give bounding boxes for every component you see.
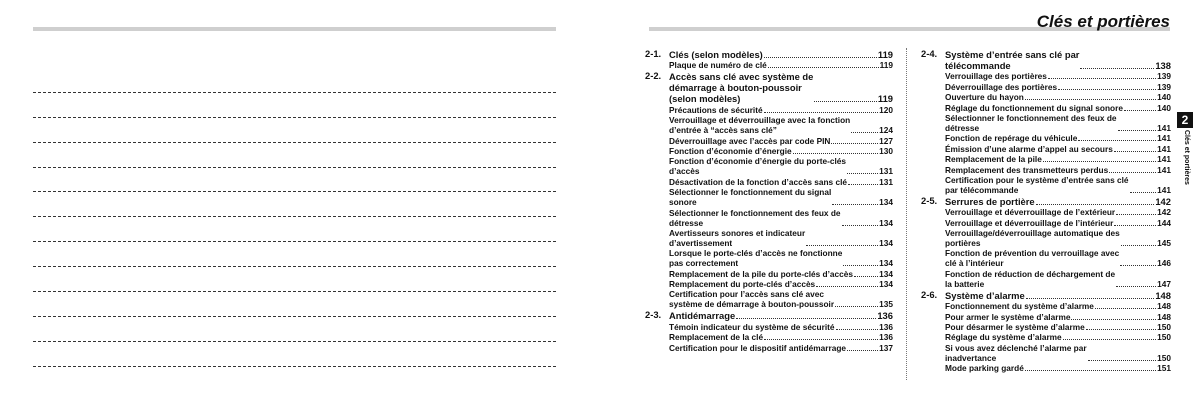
toc-leader-dots: [764, 57, 877, 58]
toc-entry-label: Certification pour l’accès sans clé avec système de démarrage à bouton-poussoir: [669, 289, 835, 310]
toc-entry: [921, 269, 1171, 289]
toc-entry-label: Antidémarrage: [669, 310, 736, 322]
toc-page-number: 139: [1157, 81, 1171, 92]
toc-page-number: 148: [1157, 311, 1171, 322]
toc-entry: [645, 208, 893, 228]
toc-page-number: 141: [1157, 154, 1171, 165]
toc-page-number: 134: [879, 217, 893, 228]
toc-entry: [921, 113, 1171, 133]
toc-section-number: 2-2.: [645, 70, 662, 82]
toc-entry: [921, 301, 1171, 311]
toc-entry-label: Plaque de numéro de clé: [669, 60, 767, 71]
toc-entry: [645, 269, 893, 279]
toc-page-number: 119: [877, 49, 893, 60]
toc-section: [645, 49, 893, 60]
toc-page-number: 141: [1157, 143, 1171, 154]
toc-section: [921, 290, 1171, 301]
toc-entry: [645, 248, 893, 268]
toc-entry: [645, 279, 893, 289]
toc-entry: [921, 133, 1171, 143]
toc-entry: [921, 363, 1171, 373]
note-line: [33, 192, 556, 217]
note-line: [33, 317, 556, 342]
toc-entry: [921, 144, 1171, 154]
toc-page-number: 130: [879, 145, 893, 156]
toc-section-number: 2-5.: [921, 194, 938, 206]
toc-entry: [645, 156, 893, 176]
note-line: [33, 93, 556, 118]
toc-entry: [921, 218, 1171, 228]
toc-leader-dots: [1121, 245, 1156, 246]
toc-leader-dots: [1088, 360, 1157, 361]
toc-entry-label: Verrouillage et déverrouillage de l’extérieur: [945, 207, 1116, 218]
toc-entry: [921, 228, 1171, 248]
toc-page-number: 141: [1157, 133, 1171, 144]
toc-entry-label: Verrouillage/déverrouillage automatique des portières: [945, 228, 1120, 249]
toc-leader-dots: [816, 286, 878, 287]
toc-entry: [921, 332, 1171, 342]
toc-entry-label: Serrures de portière: [945, 195, 1035, 207]
toc-leader-dots: [1114, 151, 1156, 152]
toc-entry-label: Fonction d’économie d’énergie: [669, 145, 792, 156]
toc-entry-label: Précautions de sécurité: [669, 104, 763, 115]
toc-entry: [921, 103, 1171, 113]
toc-page-number: 134: [879, 268, 893, 279]
toc-entry-label: Verrouillage et déverrouillage avec la fonction d’entrée à “accès sans clé”: [669, 115, 851, 136]
toc-entry-label: Fonction de repérage du véhicule: [945, 133, 1078, 144]
toc-entry: [921, 154, 1171, 164]
toc-section: [645, 310, 893, 321]
toc-entry: [921, 175, 1171, 195]
toc-entry-label: Lorsque le porte-clés d’accès ne fonctionne pas correctement: [669, 248, 843, 269]
toc-entry: [645, 228, 893, 248]
toc-entry-label: Fonctionnement du système d’alarme: [945, 301, 1094, 312]
toc-leader-dots: [835, 306, 878, 307]
toc-leader-dots: [768, 67, 879, 68]
toc-page-number: 136: [879, 332, 893, 343]
toc-page-number: 134: [879, 197, 893, 208]
toc-leader-dots: [764, 339, 878, 340]
toc-leader-dots: [842, 225, 879, 226]
toc-section-number: 2-4.: [921, 48, 938, 59]
toc-entry: [645, 115, 893, 135]
toc-entry: [645, 60, 893, 70]
toc-entry-label: Si vous avez déclenché l’alarme par inadvertance: [945, 342, 1087, 363]
toc-entry: [645, 289, 893, 309]
toc-entry-label: Avertisseurs sonores et indicateur d’avertissement: [669, 227, 806, 248]
chapter-tab-label: Clés et portières: [1183, 130, 1190, 185]
notes-area: [33, 68, 556, 367]
toc-entry-label: Accès sans clé avec système de démarrage à bouton-poussoir (selon modèles): [669, 71, 814, 105]
toc-entry-label: Verrouillage et déverrouillage de l’intérieur: [945, 217, 1114, 228]
toc-entry: [921, 343, 1171, 363]
toc-leader-dots: [1071, 319, 1156, 320]
toc-entry: [921, 92, 1171, 102]
toc-entry: [921, 207, 1171, 217]
toc-entry: [645, 105, 893, 115]
toc-leader-dots: [1043, 161, 1156, 162]
toc-entry-label: Remplacement de la pile du porte-clés d’accès: [669, 268, 853, 279]
toc-entry-label: Remplacement du porte-clés d’accès: [669, 279, 816, 290]
toc-leader-dots: [1036, 204, 1155, 205]
toc-entry-label: Déverrouillage avec l’accès par code PIN: [669, 135, 831, 146]
toc-entry-label: Certification pour le système d’entrée sans clé par télécommande: [945, 174, 1129, 195]
toc-leader-dots: [793, 153, 879, 154]
toc-entry-label: Sélectionner le fonctionnement des feux de détresse: [945, 112, 1117, 133]
toc-entry: [645, 343, 893, 353]
toc-entry-label: Pour désarmer le système d’alarme: [945, 322, 1085, 333]
toc-entry-label: Verrouillage des portières: [945, 71, 1047, 82]
toc-page-number: 150: [1157, 332, 1171, 343]
note-line: [33, 118, 556, 143]
toc-leader-dots: [843, 265, 878, 266]
toc-page-number: 141: [1157, 184, 1171, 195]
toc-page-number: 131: [879, 166, 893, 177]
toc-entry-label: Sélectionner le fonctionnement du signal sonore: [669, 187, 832, 208]
toc-leader-dots: [1130, 192, 1157, 193]
toc-leader-dots: [848, 184, 878, 185]
toc-entry: [645, 146, 893, 156]
toc-page-number: 120: [879, 104, 893, 115]
note-line: [33, 342, 556, 367]
toc-entry-label: Système d’entrée sans clé par télécommande: [945, 49, 1080, 71]
toc-page-number: 148: [1155, 289, 1171, 301]
toc-section: [921, 196, 1171, 207]
toc-entry-label: Déverrouillage des portières: [945, 81, 1058, 92]
note-line: [33, 292, 556, 317]
note-line: [33, 242, 556, 267]
toc-leader-dots: [1118, 130, 1157, 131]
toc-page-number: 134: [879, 258, 893, 269]
toc-leader-dots: [847, 350, 878, 351]
toc-leader-dots: [1124, 110, 1156, 111]
toc-leader-dots: [1114, 225, 1156, 226]
toc-page-number: 142: [1155, 195, 1171, 207]
toc-leader-dots: [1025, 99, 1156, 100]
toc-section: [921, 49, 1171, 71]
toc-page-number: 140: [1157, 102, 1171, 113]
toc-leader-dots: [806, 245, 878, 246]
toc-page-number: 138: [1155, 60, 1171, 71]
toc-page-number: 150: [1157, 352, 1171, 363]
toc-entry: [645, 187, 893, 207]
toc-page-number: 141: [1157, 122, 1171, 133]
toc-page-number: 137: [879, 342, 893, 353]
column-divider: [906, 48, 907, 380]
toc-leader-dots: [854, 276, 878, 277]
toc-entry-label: Certification pour le dispositif antidémarrage: [669, 342, 847, 353]
toc-entry-label: Mode parking gardé: [945, 363, 1024, 374]
toc-page-number: 141: [1157, 164, 1171, 175]
toc-leader-dots: [814, 101, 877, 102]
toc-entry-label: Ouverture du hayon: [945, 92, 1024, 103]
chapter-tab-number: 2: [1177, 112, 1193, 128]
toc-page-number: 142: [1157, 207, 1171, 218]
toc-entry: [921, 165, 1171, 175]
toc-entry-label: Remplacement de la clé: [669, 332, 764, 343]
toc-column-right: [921, 49, 1171, 374]
toc-page-number: 148: [1157, 301, 1171, 312]
toc-leader-dots: [847, 173, 878, 174]
toc-leader-dots: [1063, 339, 1156, 340]
toc-page-number: 136: [877, 310, 893, 322]
note-line: [33, 168, 556, 193]
toc-leader-dots: [1078, 140, 1156, 141]
toc-leader-dots: [1109, 172, 1156, 173]
left-page-top-rule: [33, 27, 556, 31]
toc-page-number: 127: [879, 135, 893, 146]
toc-leader-dots: [1058, 89, 1156, 90]
toc-entry-label: Désactivation de la fonction d’accès sans clé: [669, 176, 847, 187]
toc-page-number: 135: [879, 299, 893, 310]
toc-entry: [645, 136, 893, 146]
toc-page-number: 151: [1157, 363, 1171, 374]
toc-leader-dots: [831, 143, 878, 144]
toc-leader-dots: [1025, 370, 1156, 371]
note-line: [33, 217, 556, 242]
note-line: [33, 68, 556, 93]
toc-entry-label: Remplacement de la pile: [945, 154, 1042, 165]
toc-leader-dots: [736, 318, 876, 319]
toc-column-left: [645, 49, 893, 353]
toc-leader-dots: [1116, 286, 1156, 287]
toc-entry: [921, 322, 1171, 332]
toc-entry-label: Clés (selon modèles): [669, 49, 763, 60]
toc-entry-label: Pour armer le système d’alarme: [945, 311, 1071, 322]
toc-page-number: 119: [877, 93, 893, 105]
toc-leader-dots: [1026, 298, 1155, 299]
toc-leader-dots: [836, 329, 879, 330]
toc-page-number: 147: [1157, 278, 1171, 289]
toc-entry-label: Fonction d’économie d’énergie du porte-clés d’accès: [669, 156, 847, 177]
toc-entry-label: Système d’alarme: [945, 289, 1025, 301]
toc-section-number: 2-1.: [645, 48, 662, 59]
toc-page-number: 124: [879, 125, 893, 136]
toc-leader-dots: [832, 204, 878, 205]
toc-entry-label: Réglage du système d’alarme: [945, 332, 1062, 343]
toc-page-number: 136: [879, 321, 893, 332]
toc-section-number: 2-6.: [921, 288, 938, 300]
toc-page-number: 140: [1157, 92, 1171, 103]
toc-page-number: 131: [879, 176, 893, 187]
note-line: [33, 143, 556, 168]
toc-entry-label: Remplacement des transmetteurs perdus: [945, 164, 1109, 175]
toc-page-number: 134: [879, 279, 893, 290]
toc-page-number: 139: [1157, 71, 1171, 82]
toc-section: [645, 71, 893, 104]
toc-entry: [645, 177, 893, 187]
toc-entry: [921, 71, 1171, 81]
toc-leader-dots: [1095, 308, 1156, 309]
toc-entry: [921, 248, 1171, 268]
toc-leader-dots: [1086, 329, 1156, 330]
toc-entry: [645, 322, 893, 332]
toc-page-number: 119: [879, 60, 893, 71]
toc-entry: [921, 82, 1171, 92]
toc-entry-label: Émission d’une alarme d’appel au secours: [945, 143, 1113, 154]
chapter-title: Clés et portières: [1036, 12, 1170, 31]
toc-entry-label: Réglage du fonctionnement du signal sonore: [945, 102, 1123, 113]
toc-page-number: 146: [1157, 258, 1171, 269]
toc-page-number: 145: [1157, 238, 1171, 249]
toc-leader-dots: [851, 132, 878, 133]
toc-entry-label: Fonction de prévention du verrouillage avec clé à l’intérieur: [945, 248, 1120, 269]
toc-page-number: 150: [1157, 322, 1171, 333]
toc-leader-dots: [764, 112, 879, 113]
toc-entry-label: Fonction de réduction de déchargement de la batterie: [945, 268, 1116, 289]
toc-leader-dots: [1120, 265, 1156, 266]
toc-entry-label: Témoin indicateur du système de sécurité: [669, 321, 835, 332]
toc-entry: [645, 332, 893, 342]
toc-page-number: 144: [1157, 217, 1171, 228]
toc-leader-dots: [1048, 78, 1156, 79]
toc-leader-dots: [1080, 68, 1154, 69]
toc-entry-label: Sélectionner le fonctionnement des feux de détresse: [669, 207, 841, 228]
toc-section-number: 2-3.: [645, 309, 662, 321]
toc-leader-dots: [1116, 214, 1156, 215]
chapter-tab-label-wrap: [1176, 130, 1194, 190]
toc-page-number: 134: [879, 237, 893, 248]
toc-entry: [921, 312, 1171, 322]
note-line: [33, 267, 556, 292]
